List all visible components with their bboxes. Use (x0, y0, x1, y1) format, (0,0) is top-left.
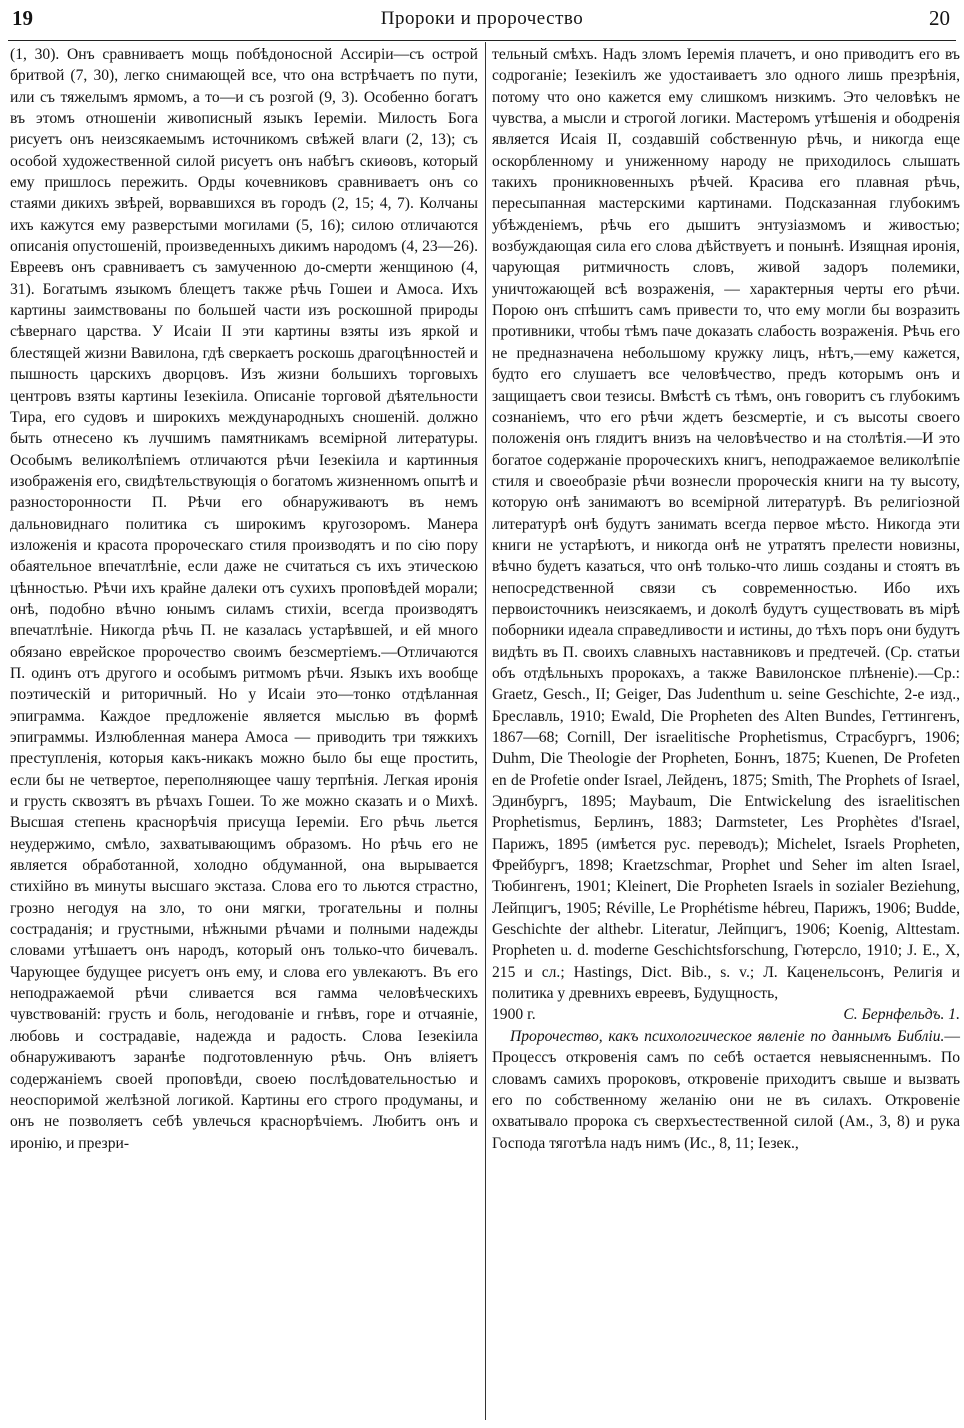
right-column (492, 44, 960, 1154)
signature-line (492, 1004, 960, 1025)
column-divider (485, 42, 486, 1420)
section-2-text: —Процессъ откровенія самъ по себѣ остается невыясненнымъ. По словамъ самихъ пророковъ, откровеніе приходитъ свыше и вызвать его по собственному желанію они не въ силахъ. Откровеніе охватывало пророка съ сверхъестественной силой (Ам., 3, 8) и рука Господа тяготѣла надъ нимъ (Ис., 8, 11; Іезек., (492, 1027, 960, 1152)
header-rule (8, 40, 956, 41)
section-2-heading: Пророчество, какъ психологическое явленіе по даннымъ Библіи. (510, 1027, 945, 1045)
page-number-right: 20 (929, 6, 950, 30)
left-column (10, 44, 478, 1154)
right-column-text: тельный смѣхъ. Надъ зломъ Іеремія плачетъ, и оно приводитъ его въ содроганіе; Іезекіилъ же удостаиваетъ зло одного лишь презрѣнія, потому что оно кажется ему слишкомъ низкимъ. Это человѣкъ не чувства, а мысли и строгой логики. Мастеромъ утѣшенія и ободренія является Исаія II, создавшій собственную рѣчь, и никогда еще оскорбленному и униженному народу не приходилось слышать такихъ проникновенныхъ рѣчей. Красива его плавная рѣчь, пересыпанная мастерскими картинами. Подсказанная глубокимъ убѣжденіемъ, рѣчь его дышитъ энтузіазмомъ и живостью; возбуждающая сила его слова дѣйствуетъ и понынѣ. Изящная иронія, чарующая ритмичность словъ, живой задоръ полемики, уничтожающей всѣ возраженія, — характерныя черты его рѣчи. Порою онъ спѣшитъ самъ привести то, что ему могли бы возразить противники, чтобы тѣмъ паче доказать слабость возраженія. Рѣчь его не предназначена небольшому кружку лицъ, нѣтъ,—ему кажется, будто его слушаетъ все человѣчество, предъ которымъ онъ и защищаетъ свои тезисы. Вмѣстѣ съ тѣмъ, онъ говоритъ съ глубокимъ сознаніемъ, что его рѣчи ждетъ безсмертіе, и съ высоты своего положенія онъ глядитъ внизъ на человѣчество и на столѣтія.—И это богатое содержаніе пророческихъ книгъ, неподражаемое великолѣпіе стиля и своеобразіе рѣчи вознесли пророческія книги на ту высоту, которую онѣ занимаютъ во всемірной литературѣ. Въ религіозной литературѣ онѣ будутъ занимать всегда первое мѣсто. Никогда эти книги не устарѣютъ, и никогда онѣ не утратятъ прелести новизны, вѣчно будетъ казаться, что онѣ только-что лишь созданы и стоятъ въ непосредственной связи съ современностью. Ибо ихъ первоисточникъ неизсякаемъ, и доколѣ будутъ существовать въ мірѣ поборники идеала справедливости и истины, до тѣхъ поръ они будутъ видѣть въ П. своихъ славныхъ наставниковъ и предтечей. (Ср. статьи объ отдѣльныхъ пророкахъ, а также Вавилонское плѣненіе).—Ср.: Graetz, Gesch., II; Geiger, Das Judenthum u. seine Geschichte, 2-е изд., Бреславль, 1910; Ewald, Die Propheten des Alten Bundes, Геттингенъ, 1867—68; Cornill, Der israelitische Prophetismus, Страсбургъ, 1906; Duhm, Die Theologie der Propheten, Боннъ, 1875; Kuenen, De Profeten en de Profetie onder Israel, Лейденъ, 1875; Smith, The Prophets of Israel, Эдинбургъ, 1895; Maybaum, Die Entwickelung des israelitischen Prophetismus, Берлинъ, 1883; Darmsteter, Les Prophètes d'Israel, Парижъ, 1895 (имѣется рус. переводъ); Michelet, Israels Propheten, Фрейбургъ, 1898; Kraetzschmar, Prophet und Seher im alten Israel, Тюбингенъ, 1901; Kleinert, Die Propheten Israels in sozialer Beziehung, Лейпцигъ, 1905; Réville, Le Prophétisme hébreu, Парижъ, 1906; Budde, Geschichte der althebr. Literatur, Лейпцигъ, 1906; Koenig, Alttestam. Propheten u. d. moderne Geschichtsforschung, Гютерсло, 1910; J. E., X, 215 и сл.; Hastings, Dict. Bib., s. v.; Л. Каценельсонъ, Религія и политика у древнихъ евреевъ, Будущность, (492, 46, 960, 1003)
running-title: Пророки и пророчество (380, 8, 584, 29)
page-header (8, 6, 956, 36)
signature-author: С. Бернфельдъ. 1. (843, 1006, 960, 1024)
left-column-text: (1, 30). Онъ сравниваетъ мощь побѣдоносной Ассиріи—съ острой бритвой (7, 30), легко снимающей все, что она встрѣчаетъ по пути, или съ тяжелымъ ярмомъ, а то—и съ розгой (9, 3). Особенно богатъ въ этомъ отношеніи живописный языкъ Іереміи. Милость Бога рисуетъ онъ неизсякаемымъ источникомъ свѣжей влаги (2, 13); съ особой художественной силой рисуетъ онъ набѣгъ скиѳовъ, который ему пришлось пережить. Орды кочевниковъ сравниваетъ онъ со стаями дикихъ звѣрей, ворвавшихся въ городъ (2, 15; 4, 7). Колчаны ихъ кажутся ему разверстыми могилами (5, 16); силою отличаются описанія опустошеній, произведенныхъ дикимъ народомъ (4, 23—26). Евреевъ онъ сравниваетъ съ замученною до-смерти женщиною (4, 31). Богатымъ языкомъ блещетъ также рѣчь Гошеи и Амоса. Ихъ картины заимствованы по большей части изъ роскошной природы сѣвернаго царства. У Исаіи II эти картины взяты изъ яркой и блестящей жизни Вавилона, гдѣ сверкаетъ роскошь драгоцѣнностей и пышность царскихъ дворцовъ. Изъ жизни большихъ торговыхъ центровъ взяты картины Іезекіила. Описаніе торговой дѣятельности Тира, его судовъ и широкихъ международныхъ сношеній. должно быть отнесено къ лучшимъ памятникамъ всемірной литературы. Особымъ великолѣпіемъ отличаются рѣчи Іезекіила и картинныя изображенія его, свидѣтельствующія о богатомъ жизненномъ опытѣ и разносторонности П. Рѣчи его обнаруживаютъ въ немъ дальновиднаго политика съ широкимъ кругозоромъ. Манера изложенія и красота пророческаго стиля производятъ и по сію пору обаятельное впечатлѣніе, если даже не считаться съ ихъ этическою цѣнностью. Рѣчи ихъ крайне далеки отъ сухихъ проповѣдей морали; онѣ, подобно вѣчно юнымъ силамъ стихіи, всегда производятъ впечатлѣніе. Никогда рѣчь П. не казалась устарѣвшей, и ей много обязано еврейское пророчество своимъ безсмертіемъ.—Отличаются П. одинъ отъ другого и особымъ ритмомъ рѣчи. Языкъ ихъ вообще поэтическій и риторичный. Но у Исаіи это—тонко отдѣланная эпиграмма. Каждое предложеніе является мыслью въ формѣ эпиграммы. Излюбленная манера Амоса — приводить три тяжкихъ преступленія, которыя какъ-никакъ можно было бы еще простить, если бы не четвертое, переполняющее чашу терпѣнія. Легкая иронія и грусть сквозятъ въ рѣчахъ Гошеи. То же можно сказать и о Михѣ. Высшая степень краснорѣчія присуща Іереміи. Его рѣчь льется неудержимо, смѣло, захватывающимъ образомъ. Но рѣчь его не является обработанной, холодно обдуманной, она вырывается стихійно въ минуты высшаго экстаза. Слова его то льются страстно, грозно негодуя на зло, то они мягки, трогательны и полны состраданія; и грустными, нѣжными рѣчами и полными надежды словами утѣшаетъ онъ народъ, который онъ только-что бичевалъ. Чарующее будущее рисуетъ онъ ему, и слова его увлекаютъ. Въ его неподражаемой рѣчи сливается вся гамма человѣческихъ чувствованій: грусть и боль, негодованіе и гнѣвъ, горе и отчаяніе, любовь и сострадавіе, надежда и радость. Слова Іезекіила обнаруживаютъ заранѣе подготовленную рѣчь. Онъ вліяетъ содержаніемъ своей проповѣди, своею послѣдовательностью и неоспоримой желѣзной логикой. Картины его строго продуманы, и онъ не позволяетъ себѣ увлечься краснорѣчіемъ. Любитъ онъ и иронію, и презри- (10, 46, 478, 1152)
signature-year: 1900 г. (492, 1006, 536, 1024)
page-number-left: 19 (12, 6, 33, 30)
section-2-paragraph (492, 1026, 960, 1154)
